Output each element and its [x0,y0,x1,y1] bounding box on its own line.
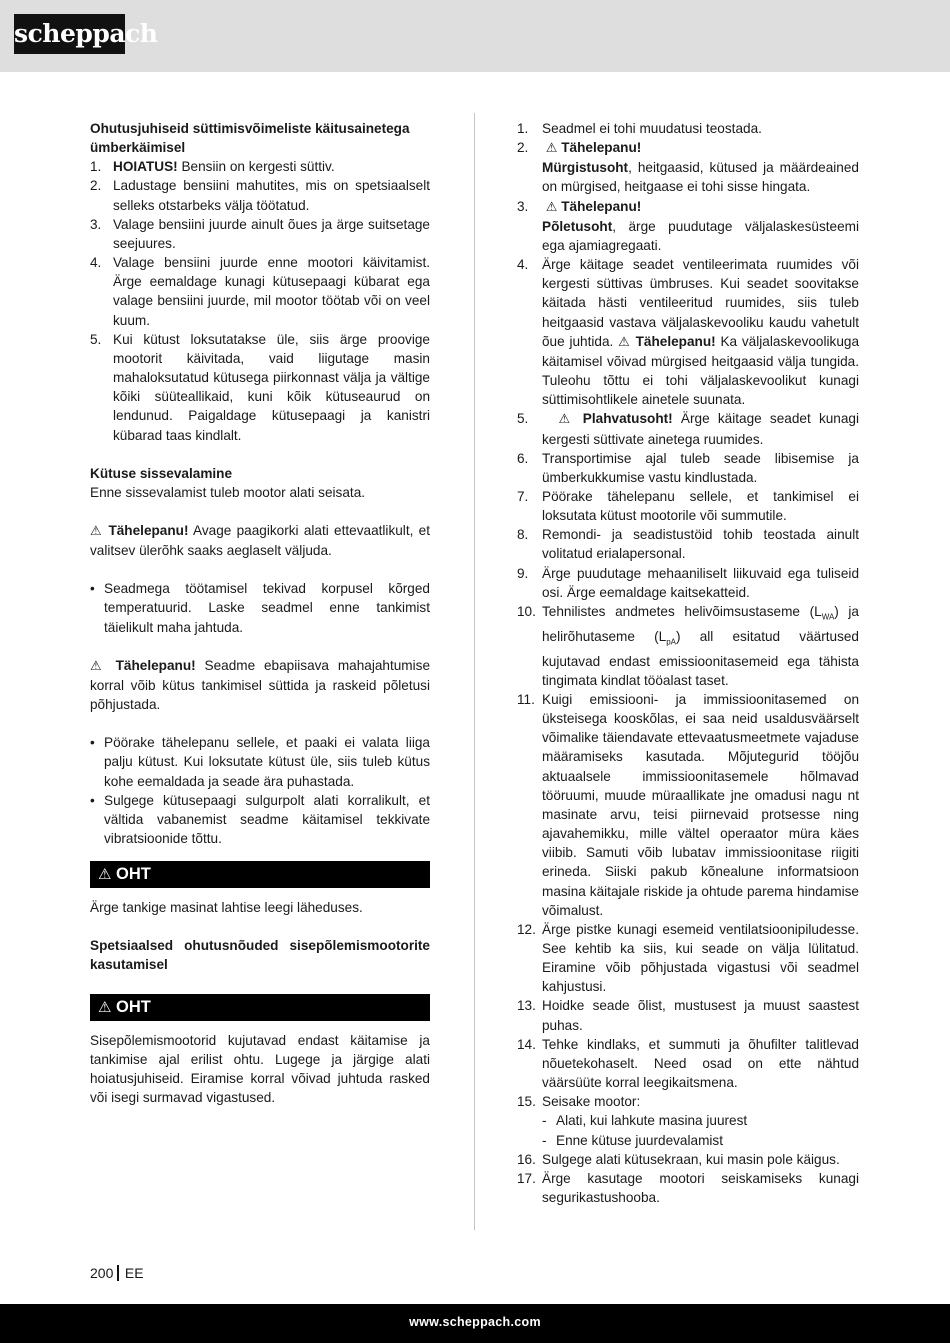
warning-triangle-icon: ⚠ [98,865,112,884]
bullet-item: • Pöörake tähelepanu sellele, et paaki ei valata liiga palju kütust. Kui loksutate kütust üle, siis tuleb kütus kohe eemaldada ja seade ära puhastada. [90,735,430,789]
paragraph: Enne sissevalamist tuleb mootor alati seisata. [90,484,366,500]
warning-triangle-icon: ⚠ [618,334,631,350]
warning-triangle-icon: ⚠ [98,997,112,1016]
list-item: 2. Ladustage bensiini mahutites, mis on spetsiaalselt selleks otstarbeks välja töötatud. [90,178,430,213]
list-item: 3. Valage bensiini juurde ainult õues ja ärge suitsetage seejuures. [90,216,430,251]
list-item: 4. Valage bensiini juurde enne mootori käivitamist. Ärge eemaldage kunagi kütusepaagi kübarat ega valage bensiini juurde, mil mootor töötab või on veel kuum. [90,255,430,328]
sub-item: - Alati, kui lahkute masina juurest [542,1113,748,1129]
warning-triangle-icon: ⚠ [90,523,104,539]
list-item: 8. Remondi- ja seadistustöid tohib teostada ainult volitatud erialapersonal. [517,527,859,562]
warning-triangle-icon: ⚠ [545,141,558,157]
page-number: 200 EE [90,1265,144,1281]
paragraph: Sisepõlemismootorid kujutavad endast käitamise ja tankimise ajal erilist ohtu. Lugege ja järgige alati hoiatusjuhiseid. Eiramise korral võivad juhtuda rasked või isegi surmavad vigastused. [90,1032,430,1106]
list-item: 2. ⚠ Tähelepanu! Mürgistusoht, heitgaasid, kütused ja määrdeained on mürgised, heitgaase ei tohi sisse hingata. [517,140,859,195]
brand-logo: scheppach [14,14,125,54]
footer-bar [0,1304,950,1343]
list-item: 1. HOIATUS! Bensiin on kergesti süttiv. [90,159,335,175]
list-item: 15. Seisake mootor: - Alati, kui lahkute masina juurest - Enne kütuse juurdevalamist [517,1092,859,1149]
danger-banner: ⚠ OHT [90,861,430,888]
section-heading-refuel: Kütuse sissevalamine [90,465,233,481]
warning-triangle-icon: ⚠ [558,412,575,428]
list-item: 16. Sulgege alati kütusekraan, kui masin pole käigus. [517,1151,840,1167]
warning-triangle-icon: ⚠ [545,199,558,215]
bullet-item: • Seadmega töötamisel tekivad korpusel kõrged temperatuurid. Laske seadmel enne tankimist täielikult maha jahtuda. [90,581,430,635]
warning-note: ⚠ Tähelepanu! Avage paagikorki alati ettevaatlikult, et valitsev ülerõhk saaks aeglaselt väljuda. [90,522,430,559]
right-column [517,119,859,1207]
header-bar [0,0,950,72]
bullet-item: • Sulgege kütusepaagi sulgurpolt alati korralikult, et vältida vabanemist seadme käitamisel tekkivate vibratsioonide tõttu. [90,792,430,846]
list-item: 13. Hoidke seade õlist, mustusest ja muust saastest puhas. [517,998,859,1033]
list-item: 12. Ärge pistke kunagi esemeid ventilatsioonipiludesse. See kehtib ka siis, kui seade on välja lülitatud. Eiramine võib põhjustada vigastusi või seadmel kahjustusi. [517,921,859,995]
list-item: 3. ⚠ Tähelepanu! Põletusoht, ärge puudutage väljalaskesüsteemi ega ajamiagregaati. [517,198,859,253]
website-link[interactable]: www.scheppach.com [409,1315,541,1329]
list-item: 4. Ärge käitage seadet ventileerimata ruumides või kergesti süttivas ümbruses. Kui seadet soovitakse käitada hästi ventileeritud ruumides, siis tuleb heitgaasid vastava väljalaskevooliku kaudu vahetult õue juhtida. ⚠ Tähelepanu! Ka väljalaskevoolikuga käitamisel võivad mürgised heitgaasid välja tungida. Tuleohu tõttu ei tohi väljalaskevoolikut kunagi süttimisohtlikele ainetele suunata. [517,257,860,408]
list-item: 7. Pöörake tähelepanu sellele, et tankimisel ei loksutata kütust mootorile või summutile. [517,488,859,524]
paragraph: Ärge tankige masinat lahtise leegi läheduses. [90,900,363,916]
left-column [90,119,430,1107]
list-item: 17. Ärge kasutage mootori seiskamiseks kunagi segurikastushooba. [517,1170,859,1206]
column-divider [474,113,475,1230]
warning-triangle-icon: ⚠ [90,658,107,674]
section-heading-engine-safety: Spetsiaalsed ohutusnõuded sisepõlemismootorite kasutamisel [90,938,430,973]
list-item: 14. Tehke kindlaks, et summuti ja õhufilter talitlevad nõuetekohaselt. Need osad on ette nähtud väärsüüte korral leegikaitsmena. [517,1036,859,1091]
section-heading-fuel-safety: Ohutusjuhiseid süttimisvõimeliste käitusainetega ümberkäimisel [90,121,410,156]
danger-banner: ⚠ OHT [90,994,430,1021]
list-item: 9. Ärge puudutage mehaaniliselt liikuvaid ega tuliseid osi. Ärge eemaldage kaitsekatteid. [517,565,859,600]
list-item: 1. Seadmel ei tohi muudatusi teostada. [517,121,762,136]
warning-note: ⚠ Tähelepanu! Seadme ebapiisava mahajahtumise korral võib kütus tankimisel süttida ja raskeid põletusi põhjustada. [90,657,431,713]
list-item: 6. Transportimise ajal tuleb seade libisemise ja ümberkukkumise vastu kindlustada. [517,450,859,485]
sub-item: - Enne kütuse juurdevalamist [542,1132,723,1148]
list-item: 5. ⚠ Plahvatusoht! Ärge käitage seadet kunagi kergesti süttivate ainetega ruumides. [517,411,860,447]
fuel-safety-list [90,157,430,444]
list-item: 10. Tehnilistes andmetes helivõimsustaseme $(L_{WA})$ ja helirõhutaseme $(L_{pA})$ all esitatud väärtused kujutavad endast emissioonitasemeid ega tähista tingimata kindlat tööalast taset. [517,603,859,688]
list-item: 11. Kuigi emissiooni- ja immissioonitasemed on üksteisega kooskõlas, ei saa neid usaldusväärselt võimalike täiendavate ettevaatusmeetmete vajaduse määramiseks kasutada. Mõjutegurid tööjõu aktuaalsele immissioonitasemele hõlmavad tööruumi, muude müraallikate jne omadusi nagu nt masinate arvu, teisi piirnevaid protsesse ning ajavahemikku, mille vältel operaator müra käes viibib. Samuti võib lubatav immissioonitase riigiti erineda. Siiski pakub kõnealune informatsioon masina käitajale riskide ja ohtude parema hindamise võimalust. [517,691,859,918]
list-item: 5. Kui kütust loksutatakse üle, siis ärge proovige mootorit käivitada, vaid liigutage masin mahaloksutatud kütusega piirkonnast välja ja vältige kõiki süüteallikaid, kuni kõik kütuseaurud on lendunud. Paigaldage kütusepaagi ja kanistri kübarad taas kindlalt. [90,331,430,443]
